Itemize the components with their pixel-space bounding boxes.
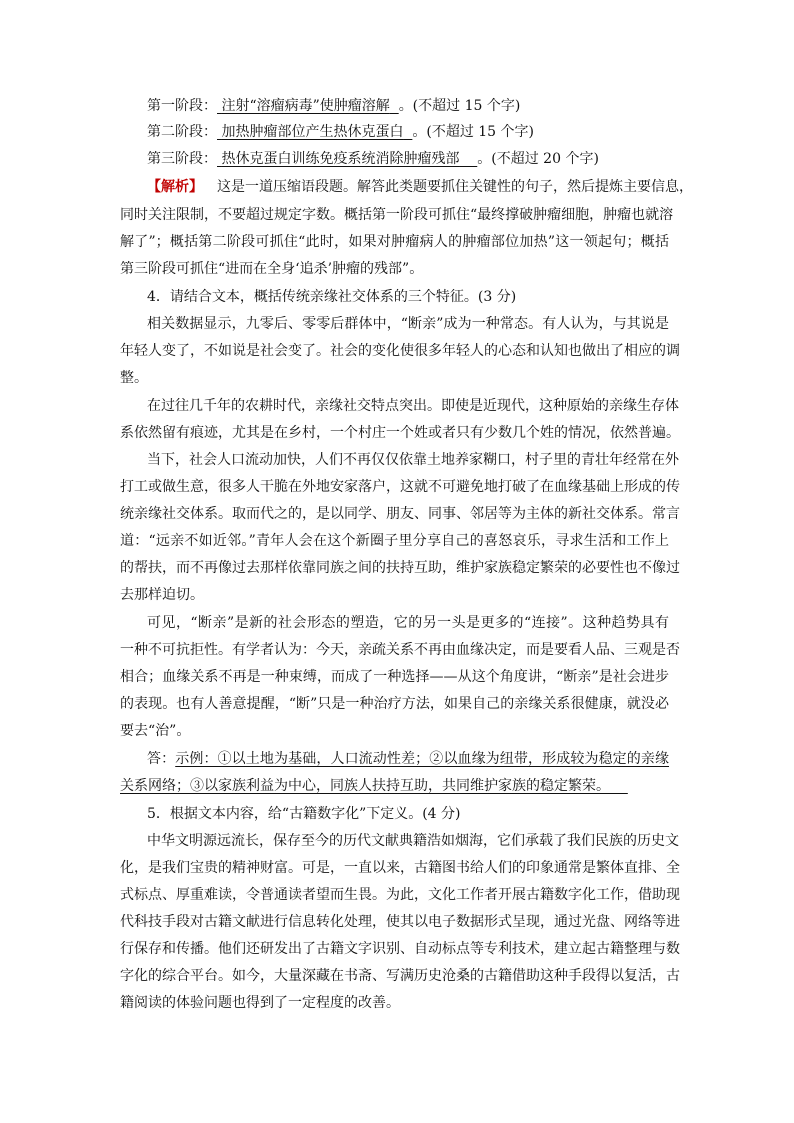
q4-p3-l2: 打工或做生意，很多人干脆在外地安家落户，这就不可避免地打破了在血缘基础上形成的传	[120, 479, 680, 495]
stage-2-tail: 。(不超过 15 个字)	[412, 124, 534, 140]
analysis-tag: 【解析】	[147, 179, 203, 195]
q4-p2-l1: 在过往几千年的农耕时代，亲缘社交特点突出。即使是近现代，这种原始的亲缘生存体	[147, 398, 679, 414]
q5-l6: 字化的综合平台。如今，大量深藏在书斋、写满历史沧桑的古籍借助这种手段得以复活，古	[120, 968, 680, 984]
q5-l4: 代科技手段对古籍文献进行信息转化处理，使其以电子数据形式呈现，通过光盘、网络等进	[120, 914, 680, 930]
q4-p4-l2: 一种不可抗拒性。有学者认为：今天，亲疏关系不再由血缘决定，而是要看人品、三观是否	[120, 642, 680, 658]
stage-1-label: 第一阶段：	[147, 98, 217, 114]
q5-l3: 式标点、厚重难读，令普通读者望而生畏。为此，文化工作者开展古籍数字化工作，借助现	[120, 887, 680, 903]
q4-p4-l4: 的表现。也有人善意提醒，“断”只是一种治疗方法，如果自己的亲缘关系很健康，就没必	[120, 696, 669, 712]
analysis-line-4: 第三阶段可抓住“进而在全身‘追杀’肿瘤的残部”。	[120, 261, 424, 277]
stage-2-line	[147, 121, 669, 143]
q4-p4-l1: 可见，“断亲”是新的社会形态的塑造，它的另一头是更多的“连接”。这种趋势具有	[147, 615, 669, 631]
q5-question: 5．根据文本内容，给“古籍数字化”下定义。(4 分)	[147, 806, 461, 822]
q5-l2: 化，是我们宝贵的精神财富。可是，一直以来，古籍图书给人们的印象通常是繁体直排、全	[120, 860, 680, 876]
q5-l7: 籍阅读的体验问题也得到了一定程度的改善。	[120, 995, 400, 1011]
q4-answer-label: 答：	[147, 751, 176, 767]
q4-p3-l4: 道：“远亲不如近邻。”青年人会在这个新圈子里分享自己的喜怒哀乐，寻求生活和工作上	[120, 533, 669, 549]
q4-p3-l1: 当下，社会人口流动加快，人们不再仅仅依靠土地养家糊口，村子里的青壮年经常在外	[147, 452, 679, 468]
stage-1-tail: 。(不超过 15 个字)	[398, 98, 521, 114]
stage-3-line	[147, 148, 669, 170]
q4-p4-l3: 相合；血缘关系不再是一种束缚，而成了一种选择——从这个角度讲，“断亲”是社会进步	[120, 669, 669, 685]
analysis-line-2: 同时关注限制，不要超过规定字数。概括第一阶段可抓住“最终撑破肿瘤细胞，肿瘤也就溶	[120, 207, 674, 223]
q4-answer-l1: 答：示例：①以土地为基础，人口流动性差；②以血缘为纽带，形成较为稳定的亲缘	[147, 751, 670, 767]
analysis-line-1: 【解析】 这是一道压缩语段题。解答此类题要抓住关键性的句子，然后提炼主要信息，	[147, 179, 693, 195]
q4-answer-l2: 关系网络；③以家族利益为中心，同族人扶持互助，共同维护家族的稳定繁荣。	[120, 778, 610, 794]
q4-p3-l6: 去那样迫切。	[120, 587, 204, 603]
stage-3-answer: 热休克蛋白训练免疫系统消除肿瘤残部	[221, 151, 460, 167]
q4-p1-l3: 整。	[120, 370, 148, 386]
q5-l5: 行保存和传播。他们还研发出了古籍文字识别、自动标点等专利技术，建立起古籍整理与数	[120, 941, 680, 957]
stage-3-label: 第三阶段：	[147, 151, 217, 167]
stage-1-answer: 注射“溶瘤病毒”使肿瘤溶解	[221, 98, 390, 114]
q5-l1: 中华文明源远流长，保存至今的历代文献典籍浩如烟海，它们承载了我们民族的历史文	[147, 833, 679, 849]
q4-p1-l1: 相关数据显示，九零后、零零后群体中，“断亲”成为一种常态。有人认为，与其说是	[147, 316, 669, 332]
q4-p4-l5: 要去“治”。	[120, 723, 191, 739]
q4-question: 4．请结合文本，概括传统亲缘社交体系的三个特征。(3 分)	[147, 289, 517, 305]
q4-p1-l2: 年轻人变了，不如说是社会变了。社会的变化使很多年轻人的心态和认知也做出了相应的调	[120, 343, 680, 359]
q4-p3-l5: 的帮扶，而不再像过去那样依靠同族之间的扶持互助，维护家族稳定繁荣的必要性也不像过	[120, 560, 680, 576]
stage-2-label: 第二阶段：	[147, 124, 217, 140]
q4-p2-l2: 系依然留有痕迹，尤其是在乡村，一个村庄一个姓或者只有少数几个姓的情况，依然普遍。	[120, 425, 680, 441]
stage-1-line	[147, 95, 669, 117]
analysis-line-3: 解了”；概括第二阶段可抓住“此时，如果对肿瘤病人的肿瘤部位加热”这一领起句；概括	[120, 234, 669, 250]
q4-p3-l3: 统亲缘社交体系。取而代之的，是以同学、朋友、同事、邻居等为主体的新社交体系。常言	[120, 506, 680, 522]
stage-3-tail: 。(不超过 20 个字)	[477, 151, 599, 167]
stage-2-answer: 加热肿瘤部位产生热休克蛋白	[221, 124, 404, 140]
